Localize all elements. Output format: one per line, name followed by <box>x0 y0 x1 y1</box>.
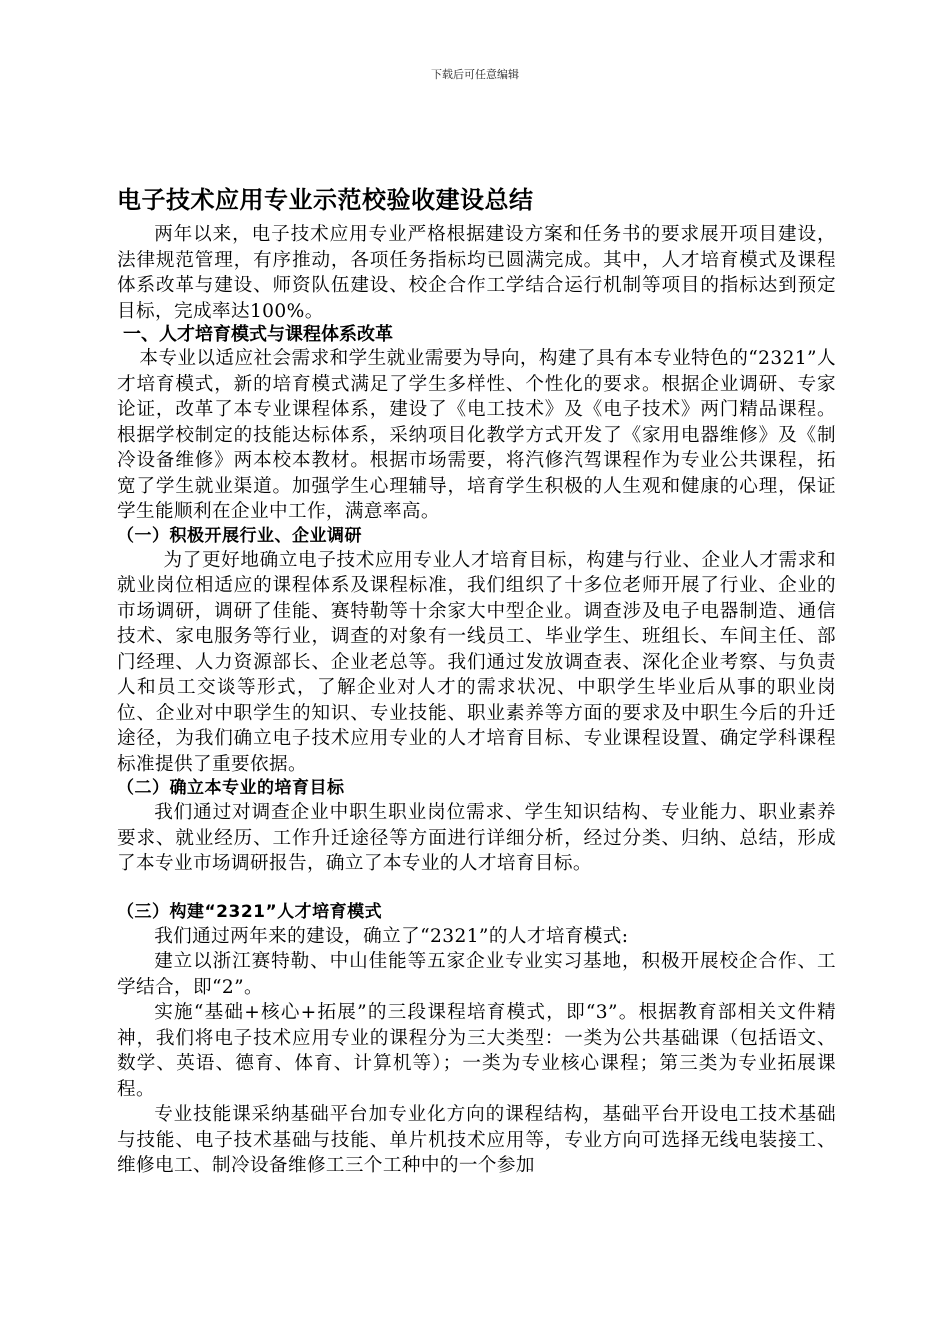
subsection-3-paragraph-3: 实施“基础+核心+拓展”的三段课程培育模式，即“3”。根据教育部相关文件精神，我们将电子技术应用专业的课程分为三大类型：一类为公共基础课（包括语文、数学、英语、德育、体育、计算机等）；一类为专业核心课程；第三类为专业拓展课程。 <box>117 1002 836 1100</box>
subsection-3-paragraph-1: 我们通过两年来的建设，确立了“2321”的人才培育模式: <box>154 925 629 947</box>
section-heading-1: 一、人才培育模式与课程体系改革 <box>123 324 393 345</box>
subsection-heading-2: （二）确立本专业的培育目标 <box>117 778 345 798</box>
header-note: 下载后可任意编辑 <box>431 68 519 81</box>
document-title: 电子技术应用专业示范校验收建设总结 <box>117 186 534 214</box>
section-1-paragraph: 本专业以适应社会需求和学生就业需要为导向，构建了具有本专业特色的“2321”人才培育模式，新的培育模式满足了学生多样性、个性化的要求。根据企业调研、专家论证，改革了本专业课程体系，建设了《电工技术》及《电子技术》两门精品课程。根据学校制定的技能达标体系，采纳项目化教学方式开发了《家用电器维修》及《制冷设备维修》两本校本教材。根据市场需要，将汽修汽驾课程作为专业公共课程，拓宽了学生就业渠道。加强学生心理辅导，培育学生积极的人生观和健康的心理，保证学生能顺利在企业中工作，满意率高。 <box>117 348 836 522</box>
subsection-heading-3: （三）构建“2321”人才培育模式 <box>117 901 383 922</box>
document-body <box>117 180 836 1179</box>
subsection-heading-1: （一）积极开展行业、企业调研 <box>117 525 362 546</box>
spacer <box>117 877 836 901</box>
subsection-3-paragraph-4: 专业技能课采纳基础平台加专业化方向的课程结构，基础平台开设电工技术基础与技能、电子技术基础与技能、单片机技术应用等，专业方向可选择无线电装接工、维修电工、制冷设备维修工三个工种中的一个参加 <box>117 1104 836 1176</box>
subsection-1-paragraph: 为了更好地确立电子技术应用专业人才培育目标，构建与行业、企业人才需求和就业岗位相适应的课程体系及课程标准，我们组织了十多位老师开展了行业、企业的市场调研，调研了佳能、赛特勒等十余家大中型企业。调查涉及电子电器制造、通信技术、家电服务等行业，调查的对象有一线员工、毕业学生、班组长、车间主任、部门经理、人力资源部长、企业老总等。我们通过发放调查表、深化企业考察、与负责人和员工交谈等形式，了解企业对人才的需求状况、中职学生毕业后从事的职业岗位、企业对中职学生的知识、专业技能、职业素养等方面的要求及中职生今后的升迁途径，为我们确立电子技术应用专业的人才培育目标、专业课程设置、确定学科课程标准提供了重要依据。 <box>117 549 836 775</box>
subsection-3-paragraph-2: 建立以浙江赛特勒、中山佳能等五家企业专业实习基地，积极开展校企合作、工学结合，即“2”。 <box>117 951 836 998</box>
intro-paragraph: 两年以来，电子技术应用专业严格根据建设方案和任务书的要求展开项目建设，法律规范管理，有序推动，各项任务指标均已圆满完成。其中，人才培育模式及课程体系改革与建设、师资队伍建设、校企合作工学结合运行机制等项目的指标达到预定目标，完成率达100%。 <box>117 224 836 322</box>
subsection-2-paragraph: 我们通过对调查企业中职生职业岗位需求、学生知识结构、专业能力、职业素养要求、就业经历、工作升迁途径等方面进行详细分析，经过分类、归纳、总结，形成了本专业市场调研报告，确立了本专业的人才培育目标。 <box>117 802 836 874</box>
